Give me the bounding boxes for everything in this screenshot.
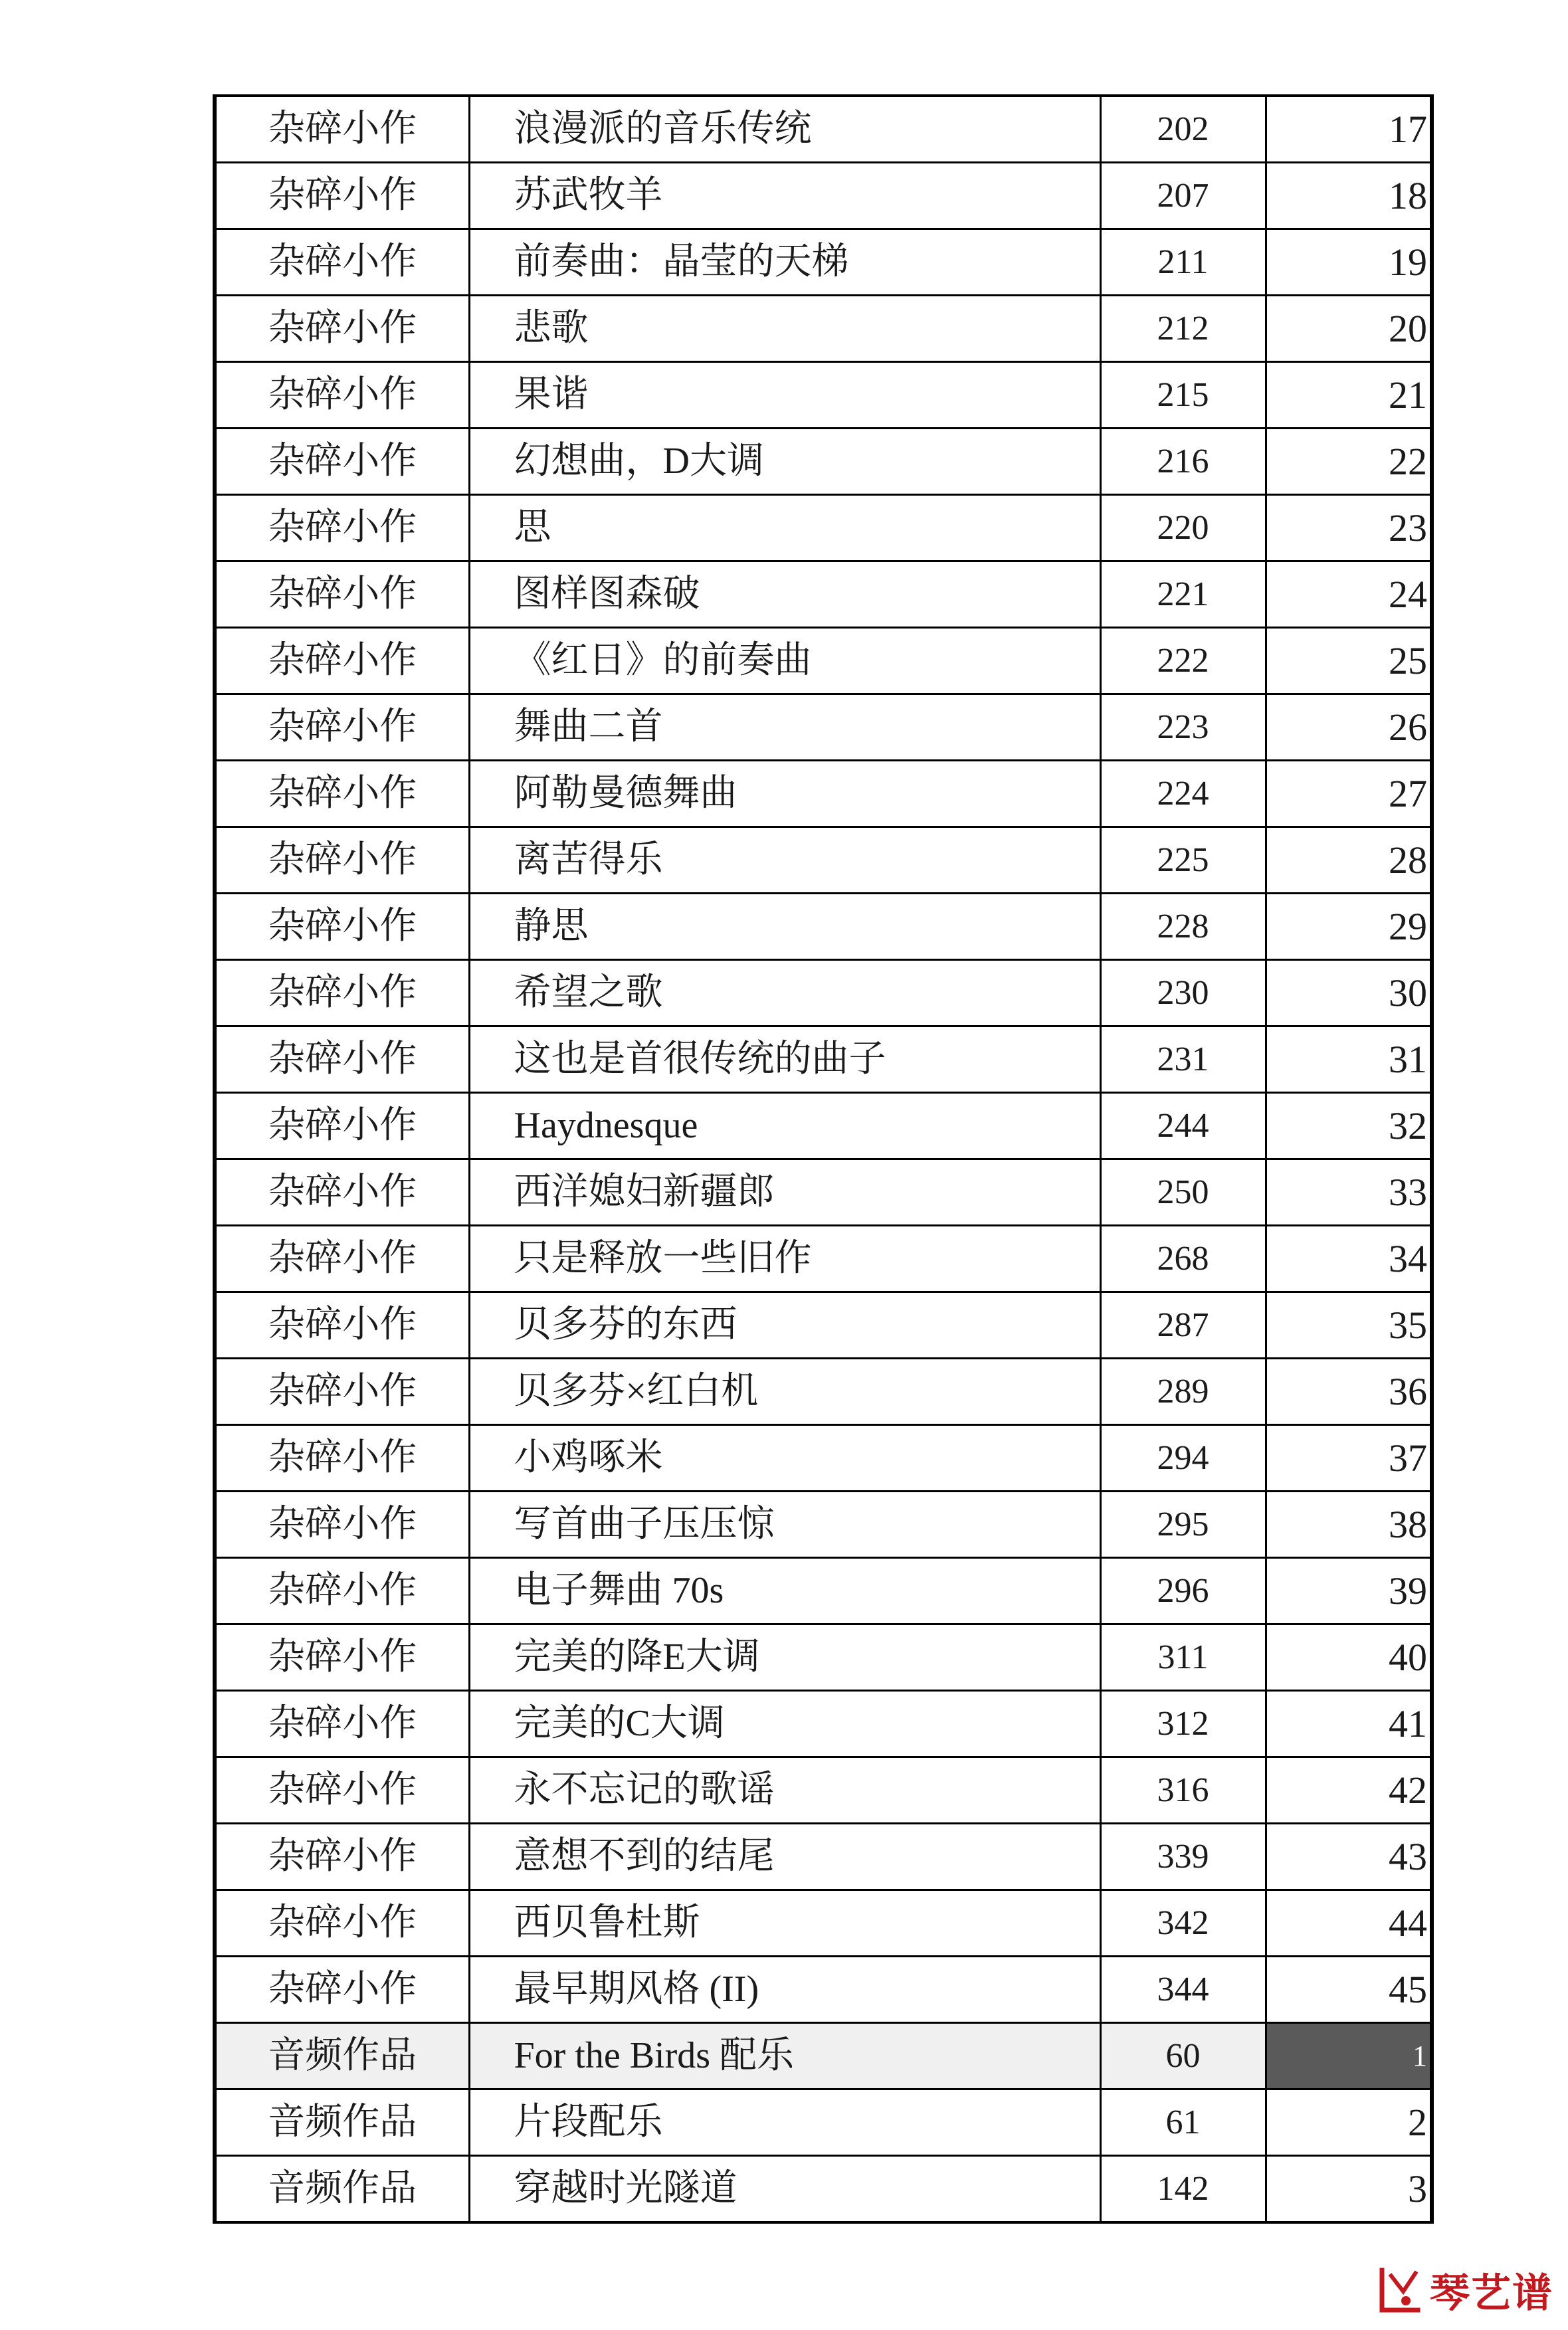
category-cell: 杂碎小作: [215, 1624, 469, 1691]
title-cell: 浪漫派的音乐传统: [469, 96, 1100, 163]
number-cell: 35: [1266, 1292, 1432, 1359]
table-row: [215, 163, 1432, 229]
table-row: [215, 561, 1432, 628]
table-row: [215, 1624, 1432, 1691]
table-row: [215, 1890, 1432, 1957]
title-cell: 西洋媳妇新疆郎: [469, 1159, 1100, 1226]
number-cell: 29: [1266, 894, 1432, 960]
category-cell: 杂碎小作: [215, 1159, 469, 1226]
number-cell: 42: [1266, 1757, 1432, 1824]
title-cell: 意想不到的结尾: [469, 1824, 1100, 1890]
number-cell: 30: [1266, 960, 1432, 1026]
number-cell: 18: [1266, 163, 1432, 229]
page-cell: 61: [1100, 2089, 1266, 2156]
number-cell: 33: [1266, 1159, 1432, 1226]
category-cell: 音频作品: [215, 2089, 469, 2156]
table-row: [215, 827, 1432, 894]
table-row: [215, 1691, 1432, 1757]
number-cell: 3: [1266, 2156, 1432, 2223]
title-cell: 电子舞曲 70s: [469, 1558, 1100, 1624]
number-cell: 41: [1266, 1691, 1432, 1757]
category-cell: 杂碎小作: [215, 1757, 469, 1824]
table-row: [215, 495, 1432, 561]
category-cell: 杂碎小作: [215, 960, 469, 1026]
title-cell: 离苦得乐: [469, 827, 1100, 894]
title-cell: 果谐: [469, 362, 1100, 429]
page-cell: 225: [1100, 827, 1266, 894]
title-cell: 小鸡啄米: [469, 1425, 1100, 1492]
table-row: [215, 960, 1432, 1026]
category-cell: 杂碎小作: [215, 362, 469, 429]
title-cell: 完美的C大调: [469, 1691, 1100, 1757]
table-row: [215, 1159, 1432, 1226]
page-cell: 344: [1100, 1957, 1266, 2023]
category-cell: 杂碎小作: [215, 1093, 469, 1159]
number-cell: 24: [1266, 561, 1432, 628]
table-row: [215, 894, 1432, 960]
table-row: [215, 429, 1432, 495]
number-cell: 32: [1266, 1093, 1432, 1159]
category-cell: 音频作品: [215, 2023, 469, 2089]
number-cell: 27: [1266, 761, 1432, 827]
number-cell: 36: [1266, 1359, 1432, 1425]
table-row: [215, 628, 1432, 694]
page-cell: 216: [1100, 429, 1266, 495]
table-row: [215, 1292, 1432, 1359]
number-cell: 34: [1266, 1226, 1432, 1292]
number-cell: 17: [1266, 96, 1432, 163]
table-row: [215, 1824, 1432, 1890]
number-cell: 26: [1266, 694, 1432, 761]
category-cell: 杂碎小作: [215, 1226, 469, 1292]
title-cell: 阿勒曼德舞曲: [469, 761, 1100, 827]
page-cell: 230: [1100, 960, 1266, 1026]
title-cell: 这也是首很传统的曲子: [469, 1026, 1100, 1093]
page-cell: 339: [1100, 1824, 1266, 1890]
title-cell: 图样图森破: [469, 561, 1100, 628]
number-cell: 23: [1266, 495, 1432, 561]
page-cell: 295: [1100, 1492, 1266, 1558]
table-row: [215, 96, 1432, 163]
table-row: [215, 362, 1432, 429]
category-cell: 音频作品: [215, 2156, 469, 2223]
page-cell: 311: [1100, 1624, 1266, 1691]
number-cell: 2: [1266, 2089, 1432, 2156]
number-cell: 20: [1266, 296, 1432, 362]
number-cell: 39: [1266, 1558, 1432, 1624]
page-cell: 223: [1100, 694, 1266, 761]
category-cell: 杂碎小作: [215, 429, 469, 495]
number-cell: 1: [1266, 2023, 1432, 2089]
category-cell: 杂碎小作: [215, 1558, 469, 1624]
title-cell: 苏武牧羊: [469, 163, 1100, 229]
title-cell: 写首曲子压压惊: [469, 1492, 1100, 1558]
category-cell: 杂碎小作: [215, 1026, 469, 1093]
table-row: [215, 2156, 1432, 2223]
category-cell: 杂碎小作: [215, 96, 469, 163]
number-cell: 45: [1266, 1957, 1432, 2023]
number-cell: 19: [1266, 229, 1432, 296]
category-cell: 杂碎小作: [215, 628, 469, 694]
category-cell: 杂碎小作: [215, 1425, 469, 1492]
table-row: [215, 1757, 1432, 1824]
page-cell: 244: [1100, 1093, 1266, 1159]
category-cell: 杂碎小作: [215, 894, 469, 960]
number-cell: 40: [1266, 1624, 1432, 1691]
title-cell: 《红日》的前奏曲: [469, 628, 1100, 694]
title-cell: 西贝鲁杜斯: [469, 1890, 1100, 1957]
page-cell: 202: [1100, 96, 1266, 163]
title-cell: 悲歌: [469, 296, 1100, 362]
table-row: [215, 1093, 1432, 1159]
title-cell: 前奏曲：晶莹的天梯: [469, 229, 1100, 296]
title-cell: 最早期风格 (II): [469, 1957, 1100, 2023]
table-row: [215, 229, 1432, 296]
title-cell: 只是释放一些旧作: [469, 1226, 1100, 1292]
category-cell: 杂碎小作: [215, 1824, 469, 1890]
category-cell: 杂碎小作: [215, 761, 469, 827]
category-cell: 杂碎小作: [215, 1359, 469, 1425]
title-cell: 贝多芬的东西: [469, 1292, 1100, 1359]
page-cell: 207: [1100, 163, 1266, 229]
title-cell: 片段配乐: [469, 2089, 1100, 2156]
page-cell: 312: [1100, 1691, 1266, 1757]
title-cell: Haydnesque: [469, 1093, 1100, 1159]
title-cell: 希望之歌: [469, 960, 1100, 1026]
page-cell: 221: [1100, 561, 1266, 628]
table-row: [215, 761, 1432, 827]
table-row: [215, 1026, 1432, 1093]
table-row: [215, 1226, 1432, 1292]
category-cell: 杂碎小作: [215, 1492, 469, 1558]
category-cell: 杂碎小作: [215, 1292, 469, 1359]
category-cell: 杂碎小作: [215, 1890, 469, 1957]
title-cell: 贝多芬×红白机: [469, 1359, 1100, 1425]
catalog-table-body: [215, 96, 1432, 2222]
page-cell: 231: [1100, 1026, 1266, 1093]
table-row: [215, 1492, 1432, 1558]
page-cell: 220: [1100, 495, 1266, 561]
number-cell: 31: [1266, 1026, 1432, 1093]
title-cell: 幻想曲，D大调: [469, 429, 1100, 495]
title-cell: 完美的降E大调: [469, 1624, 1100, 1691]
number-cell: 37: [1266, 1425, 1432, 1492]
table-row: [215, 1957, 1432, 2023]
title-cell: 静思: [469, 894, 1100, 960]
category-cell: 杂碎小作: [215, 296, 469, 362]
page-cell: 287: [1100, 1292, 1266, 1359]
music-logo-icon: [1377, 2266, 1426, 2314]
page-cell: 60: [1100, 2023, 1266, 2089]
category-cell: 杂碎小作: [215, 694, 469, 761]
page-cell: 228: [1100, 894, 1266, 960]
category-cell: 杂碎小作: [215, 163, 469, 229]
category-cell: 杂碎小作: [215, 229, 469, 296]
number-cell: 44: [1266, 1890, 1432, 1957]
number-cell: 25: [1266, 628, 1432, 694]
title-cell: 穿越时光隧道: [469, 2156, 1100, 2223]
title-cell: 舞曲二首: [469, 694, 1100, 761]
title-cell: 思: [469, 495, 1100, 561]
number-cell: 43: [1266, 1824, 1432, 1890]
table-row: [215, 694, 1432, 761]
category-cell: 杂碎小作: [215, 495, 469, 561]
table-row: [215, 1558, 1432, 1624]
page-cell: 289: [1100, 1359, 1266, 1425]
page-cell: 224: [1100, 761, 1266, 827]
table-row: [215, 296, 1432, 362]
page-cell: 250: [1100, 1159, 1266, 1226]
page-cell: 294: [1100, 1425, 1266, 1492]
page-cell: 211: [1100, 229, 1266, 296]
number-cell: 22: [1266, 429, 1432, 495]
number-cell: 38: [1266, 1492, 1432, 1558]
page-cell: 316: [1100, 1757, 1266, 1824]
page-cell: 268: [1100, 1226, 1266, 1292]
title-cell: 永不忘记的歌谣: [469, 1757, 1100, 1824]
page-cell: 222: [1100, 628, 1266, 694]
category-cell: 杂碎小作: [215, 827, 469, 894]
page-cell: 342: [1100, 1890, 1266, 1957]
table-row: [215, 2023, 1432, 2089]
page-cell: 212: [1100, 296, 1266, 362]
site-logo: [1377, 2265, 1553, 2315]
category-cell: 杂碎小作: [215, 1957, 469, 2023]
logo-text: 琴艺谱: [1430, 2270, 1553, 2317]
table-row: [215, 2089, 1432, 2156]
catalog-table: [213, 94, 1434, 2224]
title-cell: For the Birds 配乐: [469, 2023, 1100, 2089]
number-cell: 28: [1266, 827, 1432, 894]
page-cell: 296: [1100, 1558, 1266, 1624]
table-row: [215, 1359, 1432, 1425]
category-cell: 杂碎小作: [215, 1691, 469, 1757]
table-row: [215, 1425, 1432, 1492]
page-cell: 215: [1100, 362, 1266, 429]
category-cell: 杂碎小作: [215, 561, 469, 628]
page-cell: 142: [1100, 2156, 1266, 2223]
number-cell: 21: [1266, 362, 1432, 429]
